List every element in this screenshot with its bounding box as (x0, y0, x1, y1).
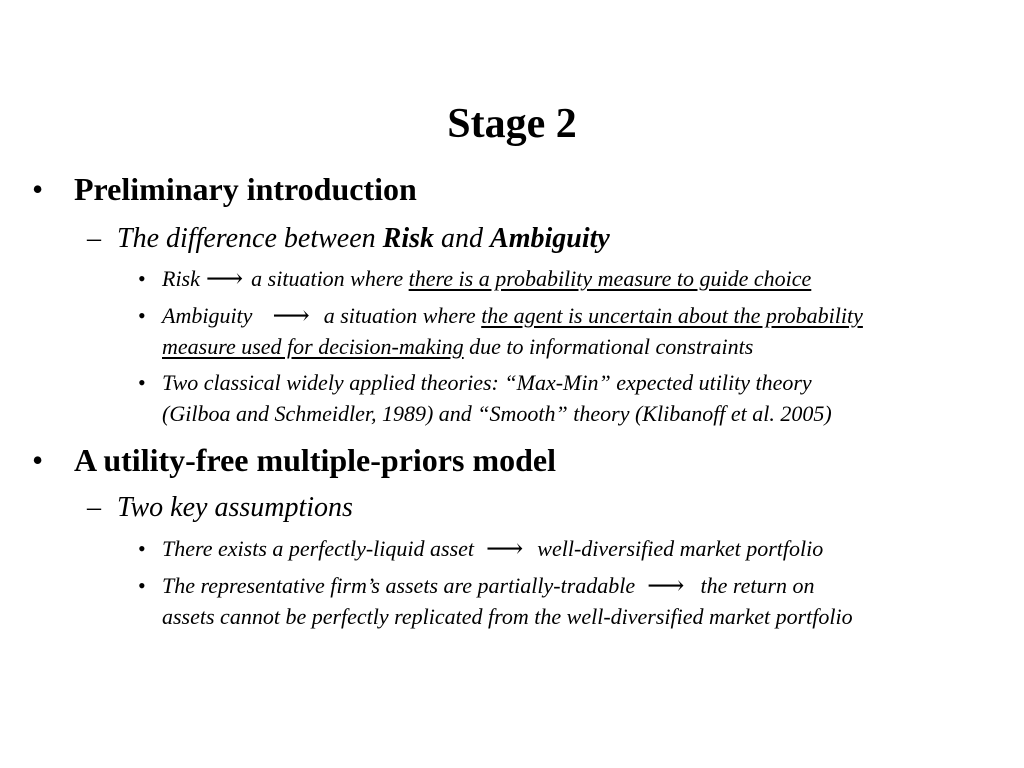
item-term: Risk (162, 266, 200, 291)
item-risk (138, 263, 812, 294)
item-result: well-diversified market portfolio (537, 536, 824, 561)
bullet-utility-free-model (32, 441, 556, 479)
term-risk: Risk (382, 223, 435, 254)
item-text: There exists a perfectly-liquid asset (162, 536, 475, 561)
item-underlined: there is a probability measure to guide choice (408, 266, 812, 291)
section-heading: A utility-free multiple-priors model (74, 442, 556, 478)
item-result: the return on (700, 573, 815, 598)
slide-title: Stage 2 (447, 101, 577, 147)
right-arrow-icon: ⟶ (486, 534, 524, 563)
item-underlined: the agent is uncertain about the probability (481, 303, 863, 328)
right-arrow-icon: ⟶ (205, 264, 244, 293)
item-liquid-asset (138, 533, 824, 564)
item-firm-line2 (162, 601, 853, 632)
sub-bullet-text: Two key assumptions (117, 492, 353, 523)
item-suffix: due to informational constraints (463, 334, 754, 359)
item-ambiguity-line2 (162, 331, 753, 362)
dash-icon: – (87, 492, 101, 523)
bullet-icon: • (138, 370, 146, 395)
bullet-icon: • (32, 171, 44, 207)
item-text: Two classical widely applied theories: “Max-Min” expected utility theory (162, 370, 812, 395)
item-text: assets cannot be perfectly replicated from the well-diversified market portfolio (162, 604, 853, 629)
sub-bullet-difference (87, 222, 610, 256)
item-text: The representative firm’s assets are partially-tradable (162, 573, 636, 598)
section-heading: Preliminary introduction (74, 171, 417, 207)
bullet-icon: • (138, 536, 146, 561)
item-text: a situation where (323, 303, 482, 328)
item-underlined: measure used for decision-making (162, 334, 464, 359)
dash-icon: – (87, 223, 101, 254)
item-firm-line1 (138, 570, 815, 601)
bullet-icon: • (138, 573, 146, 598)
item-ambiguity-line1 (138, 300, 863, 331)
sub-bullet-prefix: The difference between (117, 223, 383, 254)
item-theories-line2 (162, 398, 832, 429)
item-theories-line1 (138, 367, 812, 398)
sub-bullet-assumptions (87, 491, 353, 525)
bullet-icon: • (32, 442, 44, 478)
item-text: (Gilboa and Schmeidler, 1989) and “Smooth” theory (Klibanoff et al. 2005) (162, 401, 832, 426)
bullet-icon: • (138, 266, 146, 291)
right-arrow-icon: ⟶ (272, 301, 310, 330)
bullet-preliminary-introduction (32, 170, 417, 208)
item-text: a situation where (251, 266, 409, 291)
bullet-icon: • (138, 303, 146, 328)
term-ambiguity: Ambiguity (490, 223, 610, 254)
item-term: Ambiguity (162, 303, 253, 328)
sub-bullet-and: and (434, 223, 491, 254)
right-arrow-icon: ⟶ (647, 571, 685, 600)
